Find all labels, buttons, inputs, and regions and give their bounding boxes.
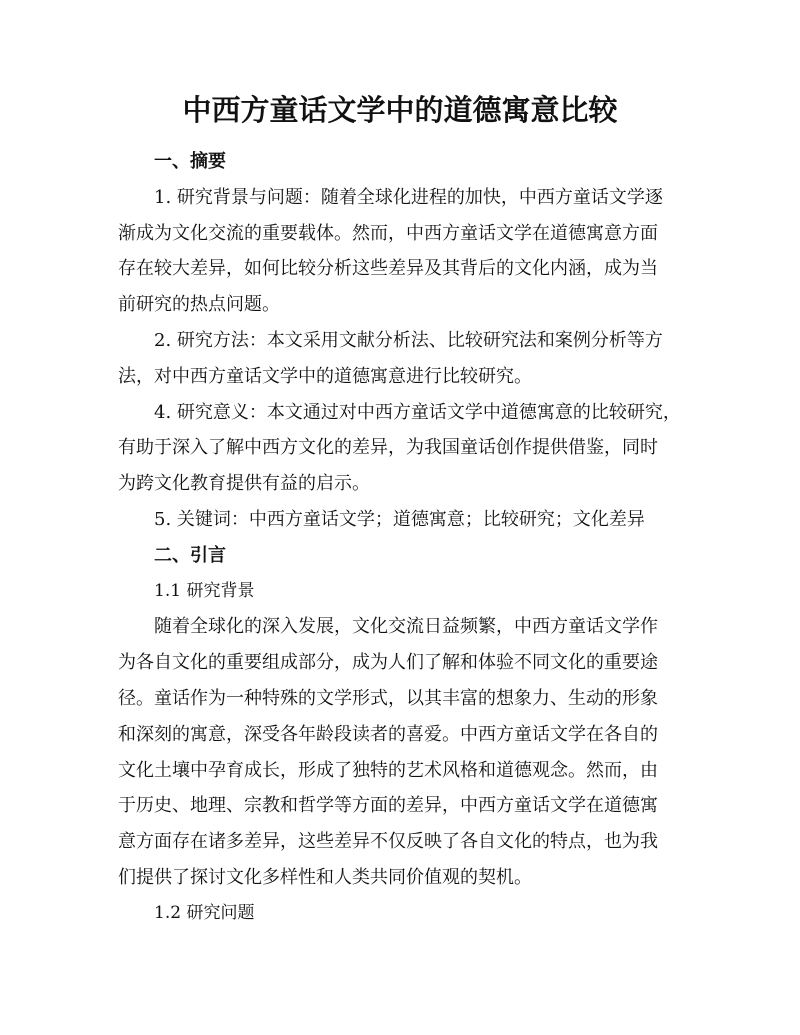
background-paragraph-line: 为各自文化的重要组成部分，成为人们了解和体验不同文化的重要途 [118,652,658,674]
abstract-item-line: 存在较大差异，如何比较分析这些差异及其背后的文化内涵，成为当 [118,258,658,280]
document-body [118,144,684,932]
background-paragraph-line: 于历史、地理、宗教和哲学等方面的差异，中西方童话文学在道德寓 [118,795,658,817]
background-paragraph-line: 意方面存在诸多差异，这些差异不仅反映了各自文化的特点，也为我 [118,831,658,853]
abstract-item-line: 4. 研究意义：本文通过对中西方童话文学中道德寓意的比较研究， [154,401,681,423]
background-paragraph-line: 和深刻的寓意，深受各年龄段读者的喜爱。中西方童话文学在各自的 [118,723,658,745]
background-paragraph-line: 随着全球化的深入发展，文化交流日益频繁，中西方童话文学作 [154,616,658,638]
abstract-item-keywords [118,502,684,538]
abstract-item-line: 1. 研究背景与问题：随着全球化进程的加快，中西方童话文学逐 [154,186,663,208]
abstract-heading: 一、摘要 [154,151,226,172]
abstract-item-background [118,180,684,323]
introduction-heading: 二、引言 [154,544,226,566]
abstract-section [118,144,684,538]
research-questions-subsection [118,896,684,932]
abstract-item-line: 渐成为文化交流的重要载体。然而，中西方童话文学在道德寓意方面 [118,222,658,244]
abstract-item-line: 为跨文化教育提供有益的启示。 [118,473,370,495]
background-paragraph-line: 们提供了探讨文化多样性和人类共同价值观的契机。 [118,866,532,888]
abstract-item-methods [118,323,684,395]
abstract-item-line: 前研究的热点问题。 [118,294,280,316]
abstract-item-line: 有助于深入了解中西方文化的差异，为我国童话创作提供借鉴，同时 [118,437,658,459]
background-paragraph-line: 径。童话作为一种特殊的文学形式，以其丰富的想象力、生动的形象 [118,687,658,709]
research-questions-subheading: 1.2 研究问题 [154,902,255,923]
introduction-section [118,538,684,932]
abstract-item-line: 法，对中西方童话文学中的道德寓意进行比较研究。 [118,365,532,387]
background-subsection [118,574,684,896]
document-title: 中西方童话文学中的道德寓意比较 [182,93,618,127]
abstract-item-line: 5. 关键词：中西方童话文学；道德寓意；比较研究；文化差异 [154,508,645,530]
background-subheading: 1.1 研究背景 [154,580,255,601]
abstract-item-significance [118,395,684,502]
abstract-item-line: 2. 研究方法：本文采用文献分析法、比较研究法和案例分析等方 [154,329,663,351]
background-paragraph-line: 文化土壤中孕育成长，形成了独特的艺术风格和道德观念。然而，由 [118,759,658,781]
